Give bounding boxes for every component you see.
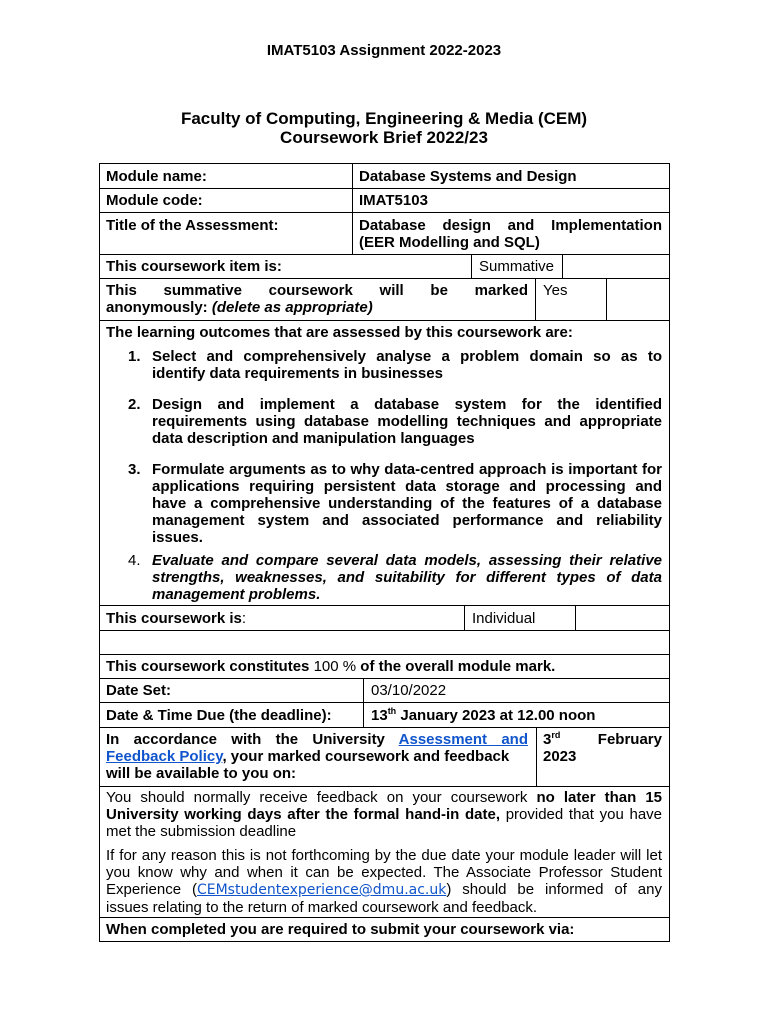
outcome-3-number: 3. (128, 461, 141, 478)
policy-line1 (106, 731, 528, 748)
title-value-line1: Database design and Implementation (359, 217, 662, 234)
outcome-3-text: Formulate arguments as to why data-centred approach is important for applications requiring persistent data storage and processing and have a comprehensive understanding of the features of a database management system and associated performance and reliability issues. (152, 461, 662, 546)
date-set-label: Date Set: (106, 682, 172, 699)
feedback-p1-d: provided that you (505, 806, 624, 823)
constitutes-suffix: of the overall module mark. (360, 658, 556, 675)
anon-value: Yes (543, 282, 568, 299)
coursework-is-blank-cell (575, 605, 670, 631)
date-set-value: 03/10/2022 (371, 682, 447, 699)
constitutes-value: 100 % (313, 658, 357, 675)
coursework-is-label (106, 610, 246, 627)
return-month: February (597, 731, 662, 748)
title-label: Title of the Assessment: (106, 217, 279, 234)
empty-row-cell (99, 630, 670, 655)
return-day-suffix: rd (551, 730, 561, 740)
anon-label-line1: This summative coursework will be marked (106, 282, 528, 299)
module-code-value: IMAT5103 (359, 192, 428, 209)
assignment-header: IMAT5103 Assignment 2022-2023 (266, 42, 502, 59)
item-value: Summative (479, 258, 555, 275)
anon-label-prefix: anonymously: (106, 299, 208, 316)
outcome-4-text: Evaluate and compare several data models, assessing their relative strengths, weaknesses, and suitability for different types of data management problems. (152, 552, 662, 603)
feedback-p2-b: ) should be informed of any issues relating to the return of marked coursework and feedback. (106, 881, 662, 916)
constitutes-prefix: This coursework constitutes (106, 658, 310, 675)
module-name-value: Database Systems and Design (359, 168, 577, 185)
return-day: 3 (543, 731, 552, 748)
due-rest: January 2023 at 12.00 noon (400, 707, 596, 724)
feedback-p1-b: no later than 15 (536, 789, 662, 806)
policy-prefix: In accordance with the University (106, 731, 385, 748)
return-date-line1 (543, 731, 662, 748)
policy-link-part2[interactable]: Feedback Policy (106, 748, 223, 765)
outcome-2-number: 2. (128, 396, 141, 413)
title-value-line2: (EER Modelling and SQL) (359, 234, 540, 251)
constitutes-text (106, 658, 555, 675)
module-name-label: Module name: (106, 168, 207, 185)
anon-blank-cell (606, 278, 670, 321)
submit-label: When completed you are required to submit your coursework via: (106, 921, 575, 938)
item-blank-cell (562, 254, 670, 279)
brief-title (0, 109, 768, 147)
policy-line2 (106, 748, 528, 765)
student-experience-email-link[interactable]: CEMstudentexperience@dmu.ac.uk (196, 882, 447, 898)
feedback-p1-a: You should normally receive feedback on your coursework (106, 789, 528, 806)
faculty-title: Faculty of Computing, Engineering & Media (CEM) (180, 109, 588, 128)
anon-label-note: (delete as appropriate) (211, 299, 373, 316)
feedback-p1-e: have met the submission deadline (106, 806, 663, 840)
policy-link-part1[interactable]: Assessment and (398, 731, 528, 748)
item-label: This coursework item is: (106, 258, 282, 275)
coursework-brief-title: Coursework Brief 2022/23 (280, 128, 488, 147)
feedback-paragraph-1 (106, 789, 662, 840)
coursework-is-value: Individual (472, 610, 536, 627)
outcomes-heading: The learning outcomes that are assessed by this coursework are: (106, 324, 573, 341)
outcome-1-number: 1. (128, 348, 141, 365)
coursework-is-text: This coursework is (106, 610, 242, 627)
due-label: Date & Time Due (the deadline): (106, 707, 332, 724)
return-year: 2023 (543, 748, 577, 765)
return-day-wrap (543, 731, 560, 748)
feedback-p1-c: University working days after the formal hand-in date, (106, 806, 500, 823)
outcome-2-text: Design and implement a database system for the identified requirements using database modelling techniques and appropriate data description and manipulation languages (152, 396, 662, 447)
due-day-suffix: th (387, 706, 397, 716)
due-day: 13 (371, 707, 388, 724)
due-value (371, 707, 595, 724)
outcome-1-text: Select and comprehensively analyse a problem domain so as to identify data requirements in businesses (152, 348, 662, 382)
outcome-4-number: 4. (128, 552, 141, 569)
anon-label-line2 (106, 299, 373, 316)
coursework-is-colon: : (241, 610, 247, 627)
feedback-p2-a: If for any reason this is not forthcoming by the due date your module leader will let you know why and when it can be expected. The Associate Professor Student Experience ( (106, 847, 662, 898)
policy-line3: will be available to you on: (106, 765, 297, 782)
policy-suffix-1: , your marked coursework and feedback (222, 748, 510, 765)
feedback-paragraph-2 (106, 847, 662, 916)
module-code-label: Module code: (106, 192, 203, 209)
